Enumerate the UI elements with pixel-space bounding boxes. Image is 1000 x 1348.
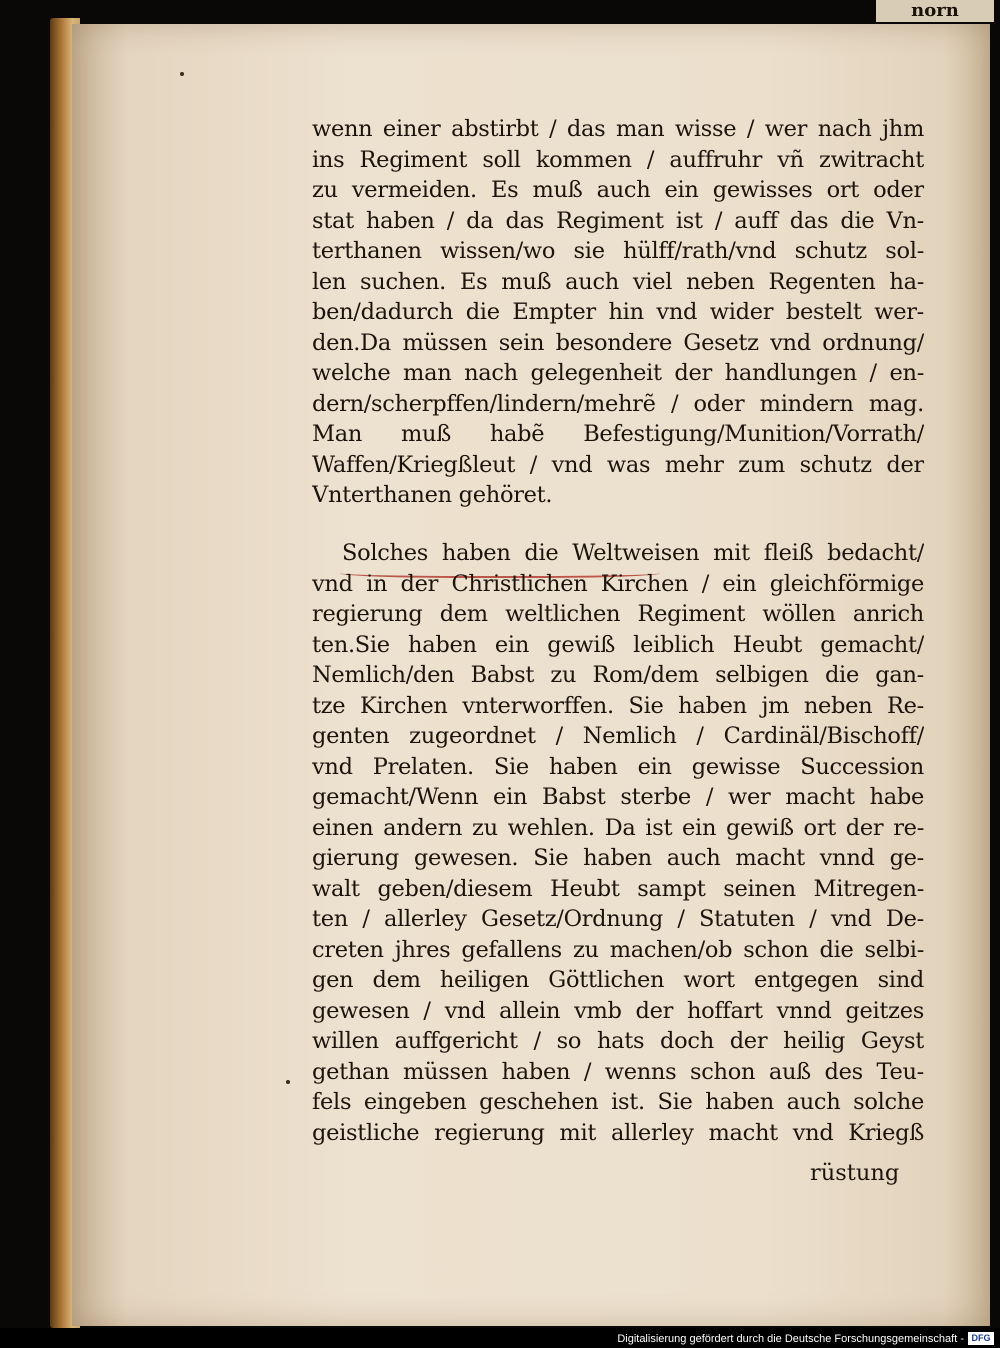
- text-line: genten zugeordnet / Nemlich / Cardinäl/Bischoff/: [312, 723, 924, 749]
- paragraph-1: [312, 114, 924, 511]
- text-line: terthanen wissen/wo sie hülff/rath/vnd schutz sol-: [312, 238, 924, 264]
- text-line: wenn einer abstirbt / das man wisse / wer nach jhm: [312, 116, 924, 142]
- text-line: gewesen / vnd allein vmb der hoffart vnnd geitzes: [312, 997, 924, 1024]
- funding-credit: Digitalisierung gefördert durch die Deutsche Forschungsgemeinschaft -: [617, 1333, 964, 1345]
- text-line: gen dem heiligen Göttlichen wort entgegen sind: [312, 967, 924, 993]
- ink-speck: [180, 72, 184, 76]
- text-line: Nemlich/den Babst zu Rom/dem selbigen die gan-: [312, 662, 924, 688]
- text-line: willen auffgericht / so hats doch der heilig Geyst: [312, 1028, 924, 1054]
- adjacent-page-fragment: norn: [876, 0, 994, 22]
- text-line: welche man nach gelegenheit der handlungen / en-: [312, 360, 924, 386]
- text-line: gierung gewesen. Sie haben auch macht vnnd ge-: [312, 845, 924, 871]
- text-line: vnd Prelaten. Sie haben ein gewisse Succession: [312, 753, 924, 780]
- text-line: creten jhres gefallens zu machen/ob schon die selbi-: [312, 936, 924, 963]
- catchword: rüstung: [810, 1160, 900, 1186]
- text-line: gethan müssen haben / wenns schon auß des Teu-: [312, 1058, 924, 1085]
- text-line: walt geben/diesem Heubt sampt seinen Mitregen-: [312, 875, 924, 902]
- text-line: fels eingeben geschehen ist. Sie haben auch solche: [312, 1089, 924, 1115]
- text-line: Waffen/Kriegßleut / vnd was mehr zum schutz der: [312, 451, 924, 478]
- text-line: dern/scherpffen/lindern/mehrẽ / oder mindern mag.: [312, 390, 924, 417]
- text-line: gemacht/Wenn ein Babst sterbe / wer macht habe: [312, 784, 924, 810]
- text-line: len suchen. Es muß auch viel neben Regenten ha-: [312, 268, 924, 295]
- text-line: geistliche regierung mit allerley macht vnd Kriegß: [312, 1119, 924, 1146]
- paragraph-2: [312, 538, 924, 1148]
- text-line: Vnterthanen gehöret.: [312, 482, 553, 508]
- text-line: ins Regiment soll kommen / auffruhr vñ zwitracht: [312, 146, 924, 173]
- text-line: vnd in der Christlichen Kirchen / ein gleichförmige: [312, 570, 924, 597]
- text-line: stat haben / da das Regiment ist / auff das die Vn-: [312, 207, 924, 234]
- text-line: ten.Sie haben ein gewiß leiblich Heubt gemacht/: [312, 631, 924, 658]
- text-line: einen andern zu wehlen. Da ist ein gewiß ort der re-: [312, 814, 924, 841]
- ink-speck: [286, 1080, 290, 1084]
- text-line: ben/dadurch die Empter hin vnd wider bestelt wer-: [312, 299, 924, 325]
- text-line: regierung dem weltlichen Regiment wöllen anrich: [312, 601, 924, 627]
- text-line: zu vermeiden. Es muß auch ein gewisses ort oder: [312, 177, 924, 203]
- dfg-logo: DFG: [968, 1332, 994, 1345]
- text-line: Man muß habẽ Befestigung/Munition/Vorrath/: [312, 421, 924, 447]
- text-line: Solches haben die Weltweisen mit fleiß bedacht/: [342, 540, 924, 566]
- text-line: tze Kirchen vnterworffen. Sie haben jm neben Re-: [312, 692, 924, 719]
- text-line: ten / allerley Gesetz/Ordnung / Statuten / vnd De-: [312, 906, 924, 932]
- text-line: den.Da müssen sein besondere Gesetz vnd ordnung/: [312, 329, 924, 356]
- footer-bar: [0, 1328, 1000, 1348]
